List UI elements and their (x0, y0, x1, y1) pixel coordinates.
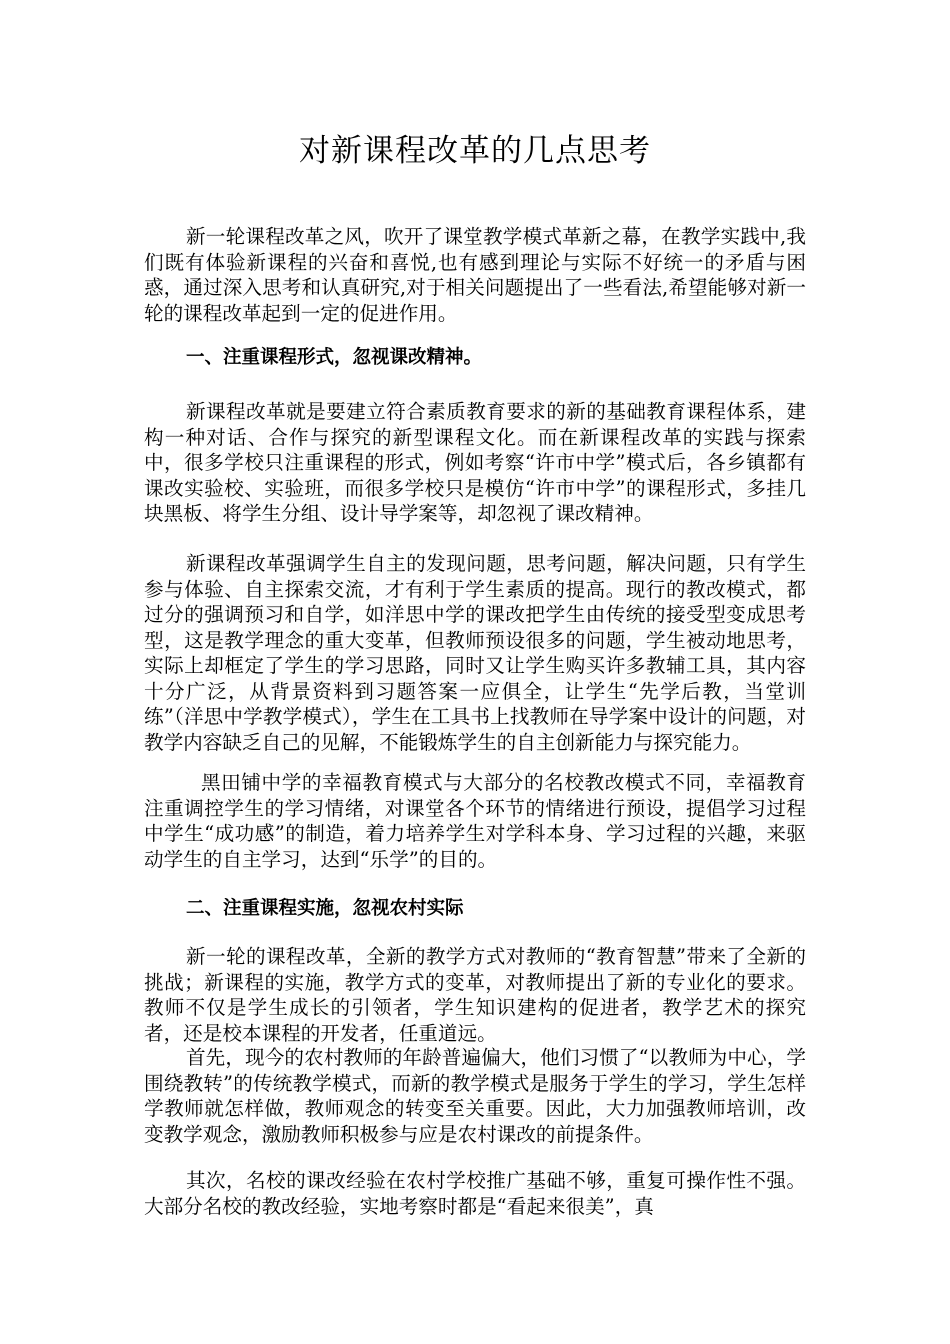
section-2-paragraph-2: 首先，现今的农村教师的年龄普遍偏大，他们习惯了“以教师为中心，学围绕教转”的传统教学模式，而新的教学模式是服务于学生的学习，学生怎样学教师就怎样做，教师观念的转变至关重要。因此，大力加强教师培训，改变教学观念，激励教师积极参与应是农村课改的前提条件。 (144, 1046, 806, 1146)
section-2-paragraph-3: 其次，名校的课改经验在农村学校推广基础不够，重复可操作性不强。大部分名校的教改经验，实地考察时都是“看起来很美”，真 (144, 1169, 806, 1218)
intro-paragraph: 新一轮课程改革之风，吹开了课堂教学模式革新之幕，在教学实践中,我们既有体验新课程的兴奋和喜悦,也有感到理论与实际不好统一的矛盾与困惑，通过深入思考和认真研究,对于相关问题提出了一些看法,希望能够对新一轮的课程改革起到一定的促进作用。 (144, 225, 806, 325)
section-2-paragraph-1: 新一轮的课程改革，全新的教学方式对教师的“教育智慧”带来了全新的挑战；新课程的实施，教学方式的变革，对教师提出了新的专业化的要求。教师不仅是学生成长的引领者，学生知识建构的促进者，教学艺术的探究者，还是校本课程的开发者，任重道远。 (144, 945, 806, 1045)
section-1-paragraph-2: 新课程改革强调学生自主的发现问题，思考问题，解决问题，只有学生参与体验、自主探索交流，才有利于学生素质的提高。现行的教改模式，都过分的强调预习和自学，如洋思中学的课改把学生由传统的接受型变成思考型，这是教学理念的重大变革，但教师预设很多的问题，学生被动地思考，实际上却框定了学生的学习思路，同时又让学生购买许多教辅工具，其内容十分广泛，从背景资料到习题答案一应俱全，让学生“先学后教，当堂训练”（洋思中学教学模式），学生在工具书上找教师在导学案中设计的问题，对教学内容缺乏自己的见解，不能锻炼学生的自主创新能力与探究能力。 (144, 552, 806, 754)
section-1-paragraph-3: 黑田铺中学的幸福教育模式与大部分的名校教改模式不同，幸福教育注重调控学生的学习情绪，对课堂各个环节的情绪进行预设，提倡学习过程中学生“成功感”的制造，着力培养学生对学科本身、学习过程的兴趣，来驱动学生的自主学习，达到“乐学”的目的。 (144, 771, 806, 871)
section-2-heading: 二、注重课程实施，忽视农村实际 (186, 898, 464, 919)
section-1-heading: 一、注重课程形式，忽视课改精神。 (186, 347, 483, 368)
section-1-paragraph-1: 新课程改革就是要建立符合素质教育要求的新的基础教育课程体系，建构一种对话、合作与探究的新型课程文化。而在新课程改革的实践与探索中，很多学校只注重课程的形式，例如考察“许市中学”模式后，各乡镇都有课改实验校、实验班，而很多学校只是模仿“许市中学”的课程形式，多挂几块黑板、将学生分组、设计导学案等，却忽视了课改精神。 (144, 400, 806, 525)
page-title: 对新课程改革的几点思考 (299, 133, 651, 169)
